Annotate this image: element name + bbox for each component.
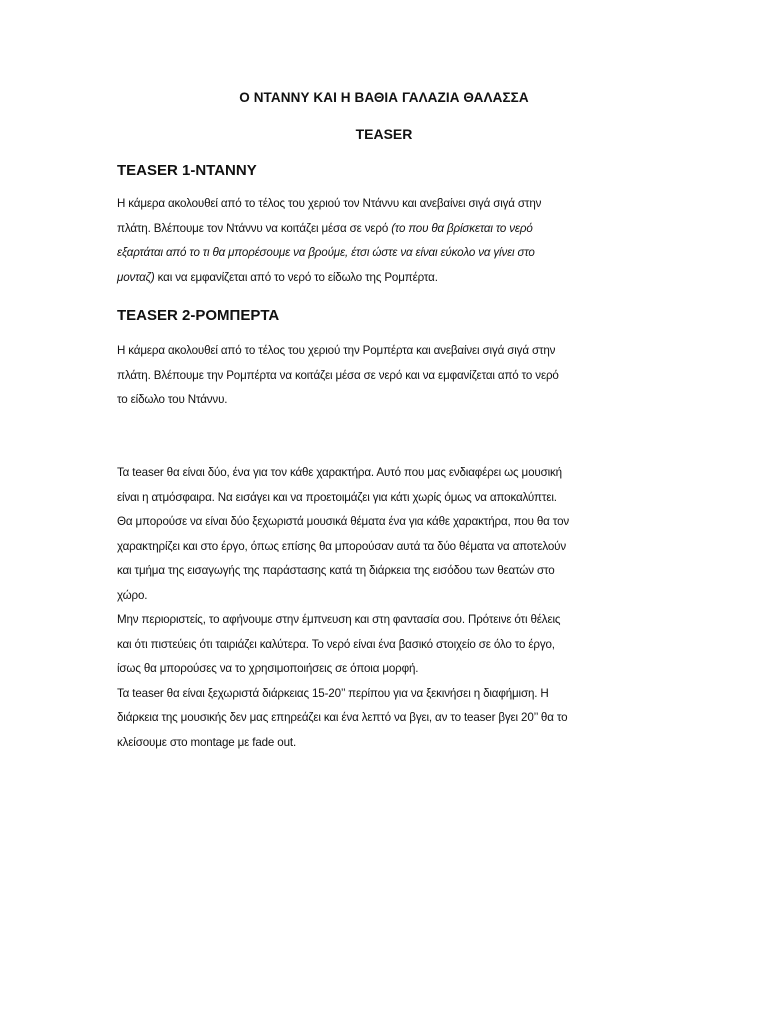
- text-line: [117, 535, 657, 560]
- text-segment: πλάτη. Βλέπουμε τον Ντάννυ να κοιτάζει μέσα σε νερό: [117, 221, 392, 235]
- text-line: [117, 608, 657, 633]
- teaser1-paragraph: [117, 192, 657, 290]
- text-segment: το είδωλο του Ντάννυ.: [117, 393, 228, 406]
- text-segment: και ότι πιστεύεις ότι ταιριάζει καλύτερα. Το νερό είναι ένα βασικό στοιχείο σε όλο το έργο,: [117, 637, 555, 651]
- text-segment: διάρκεια της μουσικής δεν μας επηρεάζει και ένα λεπτό να βγει, αν το teaser βγει 20’’ θα το: [117, 711, 568, 724]
- text-segment: είναι η ατμόσφαιρα. Να εισάγει και να προετοιμάζει για κάτι χωρίς όμως να αποκαλύπτει.: [117, 490, 557, 504]
- text-segment: χαρακτηρίζει και στο έργο, όπως επίσης θα μπορούσαν αυτά τα δύο θέματα να αποτελούν: [117, 539, 566, 553]
- text-line: [117, 559, 657, 584]
- text-segment: και να εμφανίζεται από το νερό το είδωλο της Ρομπέρτα.: [154, 270, 438, 284]
- text-segment: Θα μπορούσε να είναι δύο ξεχωριστά μουσικά θέματα ένα για κάθε χαρακτήρα, που θα τον: [117, 515, 570, 528]
- document-subtitle: TEASER: [355, 126, 413, 142]
- teaser2-heading: TEASER 2-ΡΟΜΠΕΡΤΑ: [117, 307, 280, 324]
- teaser1-heading: TEASER 1-ΝΤΑΝΝΥ: [117, 162, 257, 179]
- text-segment: κλείσουμε στο montage με fade out.: [117, 735, 297, 749]
- text-line: [117, 510, 657, 535]
- text-segment: Η κάμερα ακολουθεί από το τέλος του χεριού τον Ντάννυ και ανεβαίνει σιγά σιγά στην: [117, 197, 542, 210]
- text-line: [117, 364, 657, 389]
- text-line: [117, 192, 657, 217]
- text-line: [117, 682, 657, 707]
- text-line: [117, 388, 657, 413]
- italic-text-segment: (το που θα βρίσκεται το νερό: [391, 221, 533, 235]
- text-segment: χώρο.: [117, 588, 148, 602]
- teaser2-paragraph: [117, 339, 657, 413]
- text-segment: και τμήμα της εισαγωγής της παράστασης κατά τη διάρκεια της εισόδου των θεατών στο: [117, 564, 555, 577]
- text-line: [117, 584, 657, 609]
- text-segment: Τα teaser θα είναι δύο, ένα για τον κάθε χαρακτήρα. Αυτό που μας ενδιαφέρει ως μουσική: [117, 466, 562, 479]
- text-line: [117, 266, 657, 291]
- text-line: [117, 731, 657, 756]
- document-title: Ο ΝΤΑΝΝΥ ΚΑΙ Η ΒΑΘΙΑ ΓΑΛΑΖΙΑ ΘΑΛΑΣΣΑ: [239, 90, 529, 105]
- text-line: [117, 339, 657, 364]
- italic-text-segment: μονταζ): [117, 270, 155, 284]
- text-line: [117, 217, 657, 242]
- text-line: [117, 241, 657, 266]
- text-segment: πλάτη. Βλέπουμε την Ρομπέρτα να κοιτάζει μέσα σε νερό και να εμφανίζεται από το νερό: [117, 368, 559, 382]
- text-segment: Τα teaser θα είναι ξεχωριστά διάρκειας 15-20’’ περίπου για να ξεκινήσει η διαφήμιση. Η: [117, 686, 549, 700]
- text-line: [117, 461, 657, 486]
- text-line: [117, 486, 657, 511]
- text-segment: ίσως θα μπορούσες να το χρησιμοποιήσεις σε όποια μορφή.: [117, 662, 419, 675]
- text-segment: Μην περιοριστείς, το αφήνουμε στην έμπνευση και στη φαντασία σου. Πρότεινε ότι θέλεις: [117, 613, 561, 626]
- italic-text-segment: εξαρτάται από το τι θα μπορέσουμε να βρούμε, έτσι ώστε να είναι εύκολο να γίνει στο: [117, 246, 535, 259]
- text-segment: Η κάμερα ακολουθεί από το τέλος του χεριού την Ρομπέρτα και ανεβαίνει σιγά σιγά στην: [117, 344, 556, 357]
- notes-paragraph: [117, 461, 657, 755]
- text-line: [117, 706, 657, 731]
- text-line: [117, 657, 657, 682]
- text-line: [117, 633, 657, 658]
